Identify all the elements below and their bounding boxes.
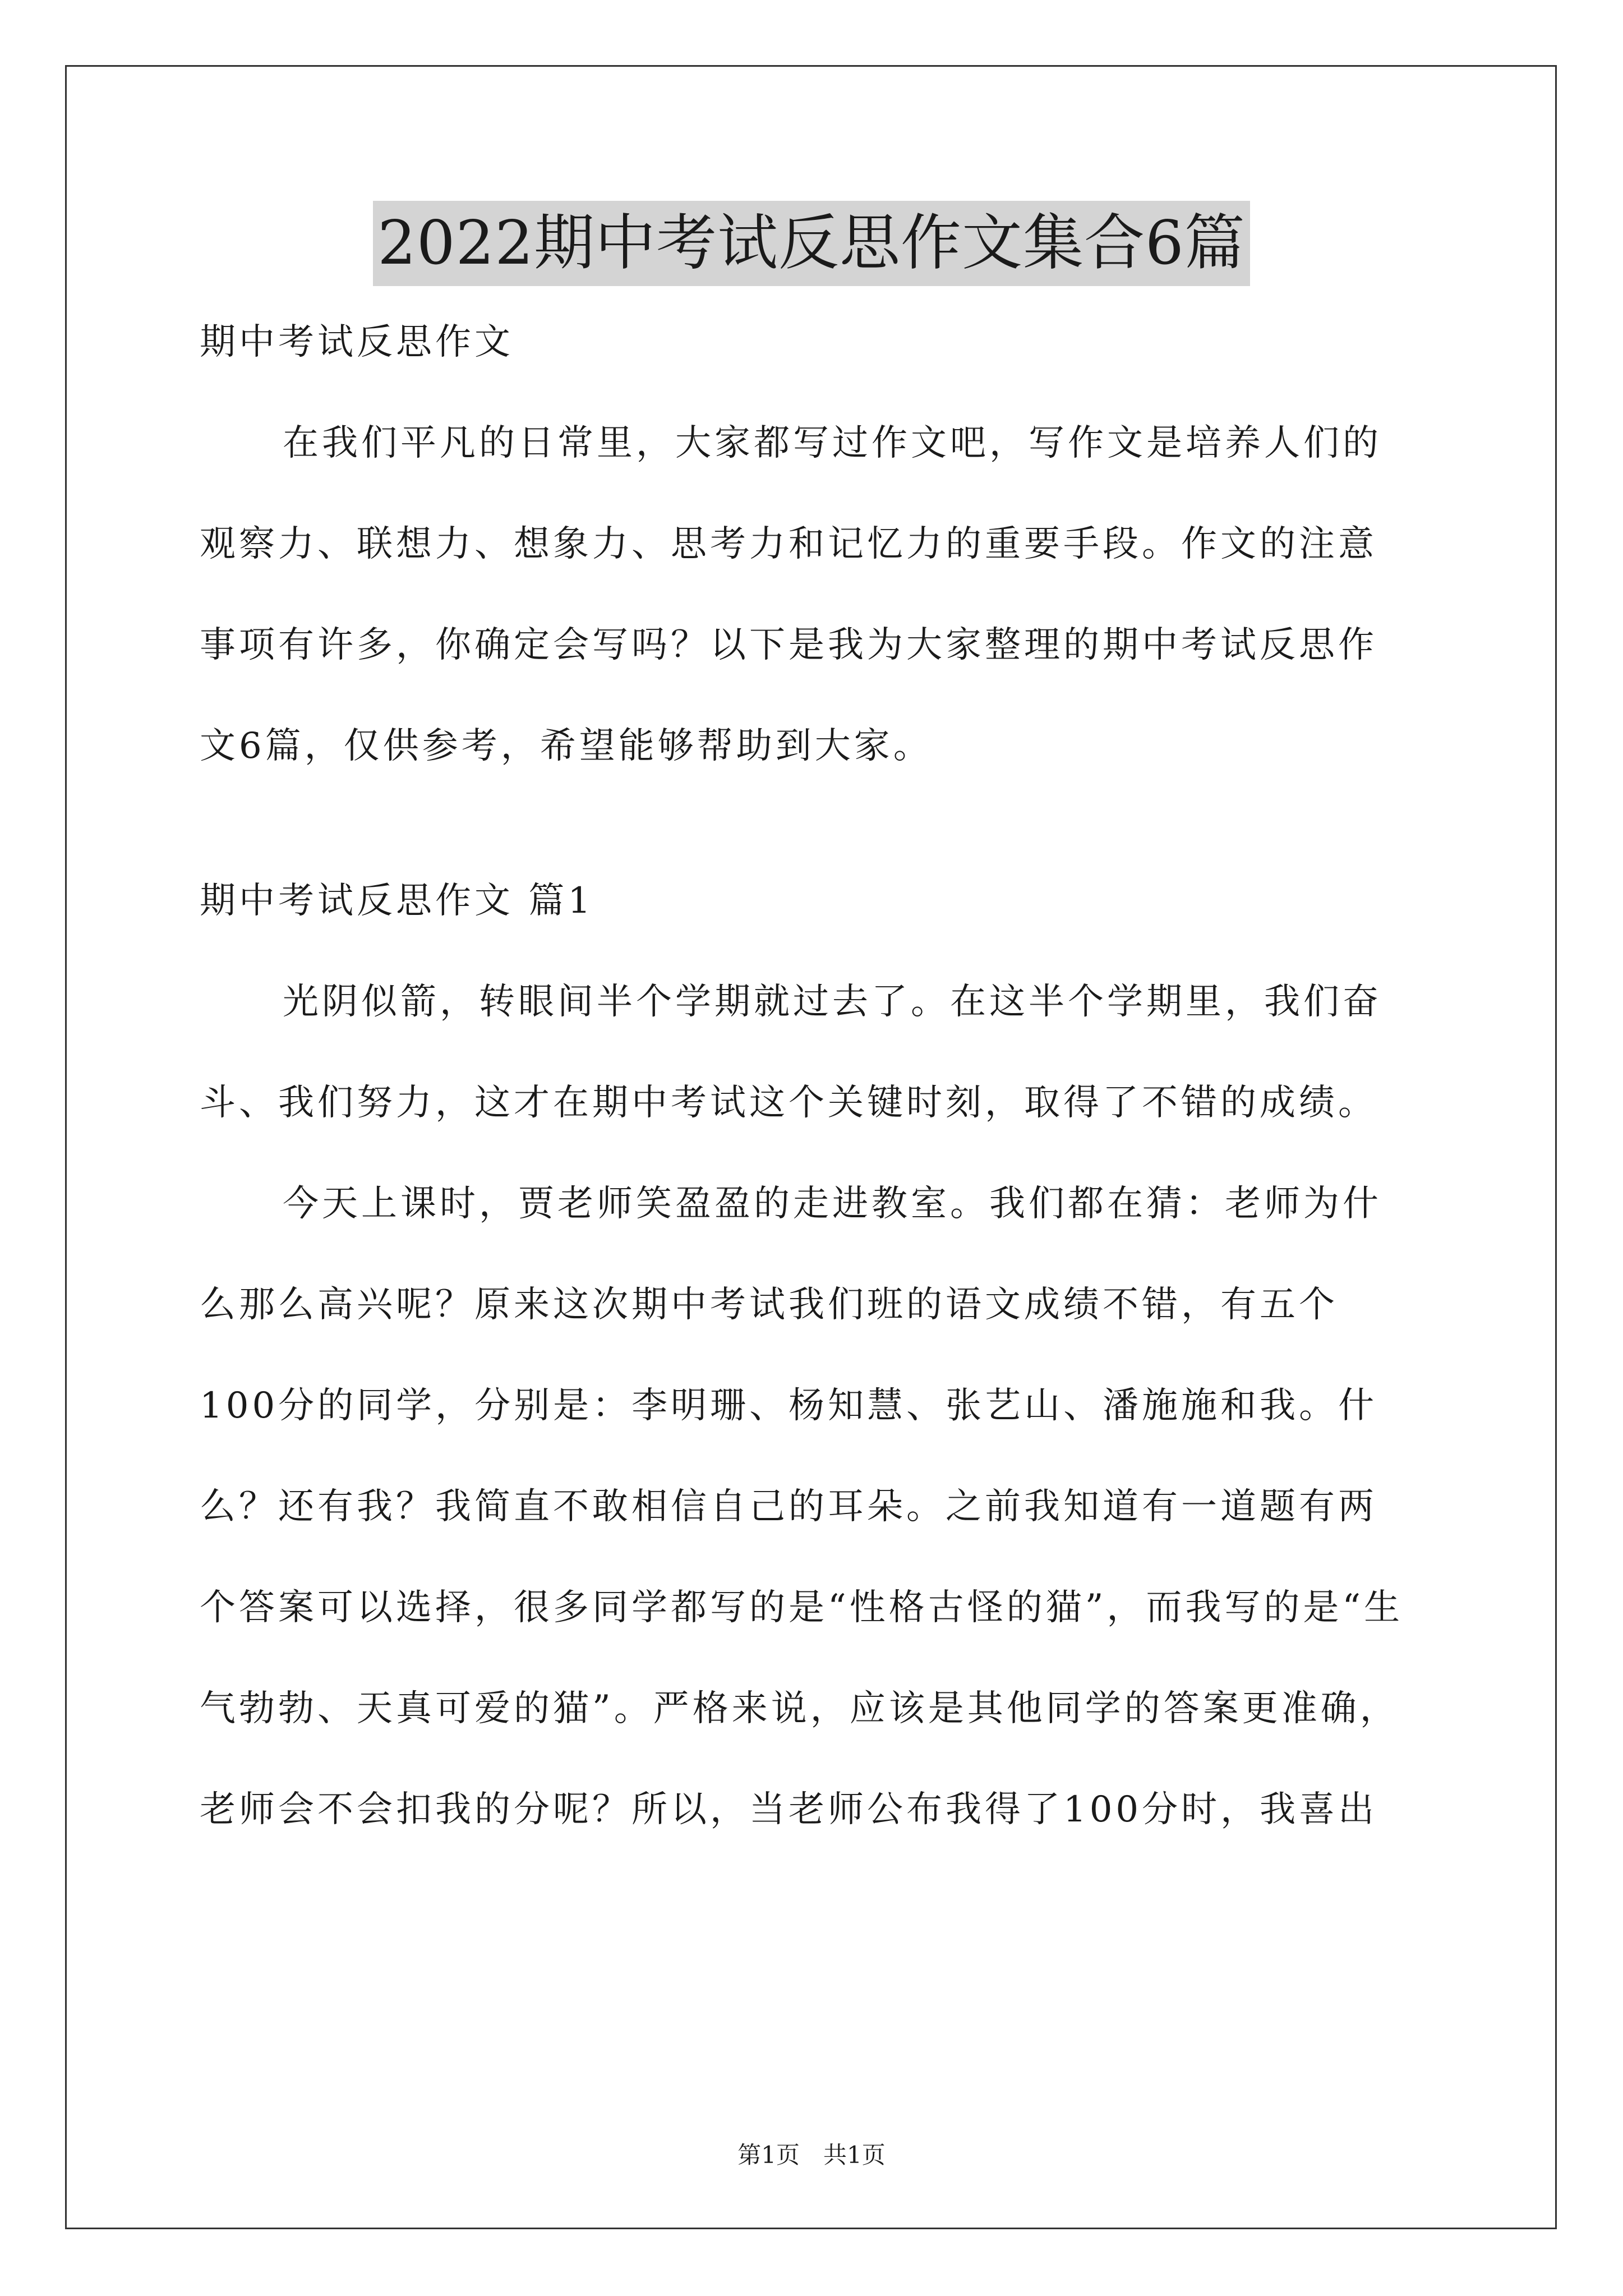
paragraph-line: 么那么高兴呢？原来这次期中考试我们班的语文成绩不错，有五个 [200,1284,1338,1326]
paragraph-line: 气勃勃、天真可爱的猫”。严格来说，应该是其他同学的答案更准确， [200,1688,1399,1729]
paragraph-line: 斗、我们努力，这才在期中考试这个关键时刻，取得了不错的成绩。 [200,1082,1377,1124]
intro-line: 观察力、联想力、想象力、思考力和记忆力的重要手段。作文的注意 [200,523,1377,565]
intro-line: 文6篇，仅供参考，希望能够帮助到大家。 [200,725,933,767]
paragraph-line: 老师会不会扣我的分呢？所以，当老师公布我得了100分时，我喜出 [200,1789,1378,1830]
paragraph-line: 100分的同学，分别是：李明珊、杨知慧、张艺山、潘施施和我。什 [200,1385,1378,1427]
intro-line: 在我们平凡的日常里，大家都写过作文吧，写作文是培养人们的 [283,422,1382,464]
intro-heading: 期中考试反思作文 [200,321,514,363]
paragraph-line: 光阴似箭，转眼间半个学期就过去了。在这半个学期里，我们奋 [283,981,1382,1023]
paragraph-line: 么？还有我？我简直不敢相信自己的耳朵。之前我知道有一道题有两 [200,1486,1377,1527]
paragraph-line: 个答案可以选择，很多同学都写的是“性格古怪的猫”，而我写的是“生 [200,1587,1404,1628]
title-container [0,201,1623,286]
intro-line: 事项有许多，你确定会写吗？以下是我为大家整理的期中考试反思作 [200,624,1377,666]
section-heading: 期中考试反思作文 篇1 [200,880,594,922]
section-gap [200,797,1445,850]
document-title: 2022期中考试反思作文集合6篇 [373,201,1250,286]
paragraph-line: 今天上课时，贾老师笑盈盈的走进教室。我们都在猜：老师为什 [283,1183,1382,1225]
page-footer: 第1页 共1页 [737,2141,886,2169]
document-body [200,292,1445,1860]
